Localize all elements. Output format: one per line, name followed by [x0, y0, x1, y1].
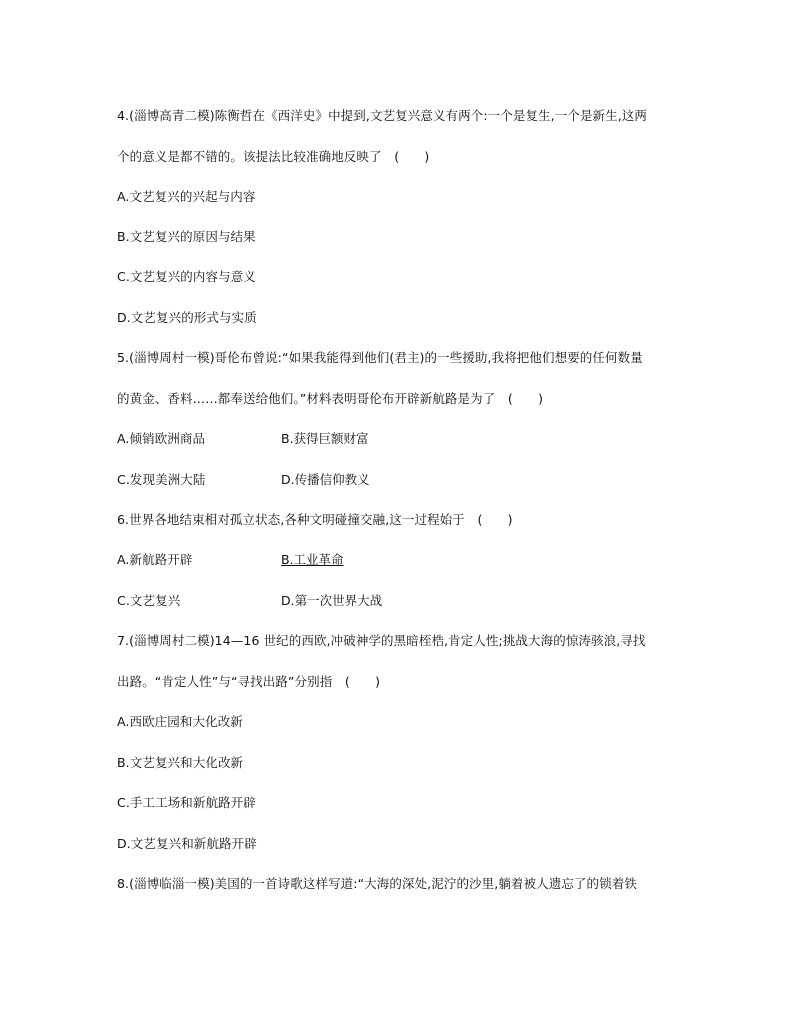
question-4-line-1: 4.(淄博高青二模)陈衡哲在《西洋史》中提到,文艺复兴意义有两个:一个是复生,一个是新生,这两: [117, 108, 648, 123]
question-6-line-1: 6.世界各地结束相对孤立状态,各种文明碰撞交融,这一过程始于 ( ): [117, 512, 513, 527]
question-7-option-d: D.文艺复兴和新航路开辟: [117, 836, 257, 851]
question-5-line-2: 的黄金、香料……都奉送给他们。”材料表明哥伦布开辟新航路是为了 ( ): [117, 391, 544, 406]
question-4-option-d: D.文艺复兴的形式与实质: [117, 310, 257, 325]
question-4-option-c: C.文艺复兴的内容与意义: [117, 269, 256, 284]
question-7-line-2: 出路。“肯定人性”与“寻找出路”分别指 ( ): [117, 674, 381, 689]
question-6-option-b: B.工业革命: [281, 552, 344, 567]
question-6-option-d: D.第一次世界大战: [281, 593, 383, 608]
question-7-option-a: A.西欧庄园和大化改新: [117, 714, 243, 729]
question-5-line-1: 5.(淄博周村一模)哥伦布曾说:“如果我能得到他们(君主)的一些援助,我将把他们想要的任何数量: [117, 350, 643, 365]
question-6-option-c: C.文艺复兴: [117, 593, 181, 608]
question-4-option-a: A.文艺复兴的兴起与内容: [117, 189, 256, 204]
question-5-option-b: B.获得巨额财富: [281, 431, 369, 446]
question-7-line-1: 7.(淄博周村二模)14—16 世纪的西欧,冲破神学的黑暗桎梏,肯定人性;挑战大海的惊涛骇浪,寻找: [117, 633, 646, 648]
question-4-option-b: B.文艺复兴的原因与结果: [117, 229, 256, 244]
question-7-option-b: B.文艺复兴和大化改新: [117, 755, 244, 770]
question-5-option-d: D.传播信仰教义: [281, 472, 370, 487]
question-5-option-a: A.倾销欧洲商品: [117, 431, 206, 446]
question-5-option-c: C.发现美洲大陆: [117, 472, 206, 487]
question-7-option-c: C.手工工场和新航路开辟: [117, 795, 256, 810]
question-8-line-1: 8.(淄博临淄一模)美国的一首诗歌这样写道:“大海的深处,泥泞的沙里,躺着被人遗忘了的锁着铁: [117, 876, 637, 891]
question-4-line-2: 个的意义是都不错的。该提法比较准确地反映了 ( ): [117, 149, 430, 164]
question-6-option-a: A.新航路开辟: [117, 552, 193, 567]
